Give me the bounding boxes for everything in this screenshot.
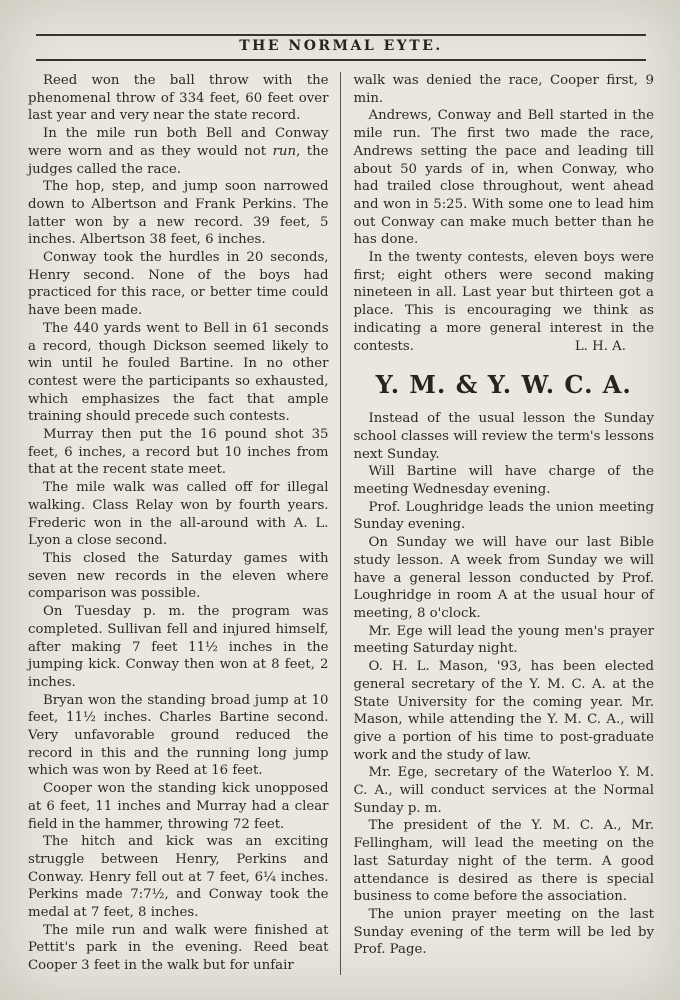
paragraph: Mr. Ege, secretary of the Waterloo Y. M. C. A., will conduct services at the Normal Sunday p. m. [353,765,654,816]
paragraph: Murray then put the 16 pound shot 35 feet, 6 inches, a record but 10 inches from that at the recent state meet. [28,427,329,478]
paragraph [28,125,329,178]
paragraph: The hop, step, and jump soon narrowed down to Albertson and Frank Perkins. The latter won by a new record. 39 feet, 5 inches. Albertson 38 feet, 6 inches. [28,179,329,248]
masthead-title: THE NORMAL EYTE. [239,38,443,54]
paragraph: O. H. L. Mason, '93, has been elected general secretary of the Y. M. C. A. at the State University for the coming year. Mr. Mason, while attending the Y. M. C. A., will give a portion of his time to post-graduate work and the study of law. [353,659,654,763]
section-heading: Y. M. & Y. W. C. A. [375,370,632,400]
paragraph: Conway took the hurdles in 20 seconds, Henry second. None of the boys had practiced for this race, or better time could have been made. [28,250,329,319]
paragraph: Reed won the ball throw with the phenomenal throw of 334 feet, 60 feet over last year and very near the state record. [28,73,329,124]
paragraph: Will Bartine will have charge of the meeting Wednesday evening. [353,464,654,498]
paragraph: The union prayer meeting on the last Sunday evening of the term will be led by Prof. Page. [353,906,654,958]
paragraph [353,249,654,355]
right-column [340,72,654,975]
masthead [36,34,646,61]
paragraph: On Sunday we will have our last Bible study lesson. A week from Sunday we will have a general lesson conducted by Prof. Loughridge in room A at the usual hour of meeting, 8 o'clock. [353,535,654,621]
paragraph: This closed the Saturday games with seven new records in the eleven where comparison was possible. [28,550,329,602]
paragraph-text: , the judges called the race. [28,143,329,177]
paragraph: The hitch and kick was an exciting struggle between Henry, Perkins and Conway. Henry fell out at 7 feet, 6¼ inches. Perkins made 7:7½, and Conway took the medal at 7 feet, 8 inches. [28,834,329,921]
paragraph: Bryan won the standing broad jump at 10 feet, 11½ inches. Charles Bartine second. Very unfavorable ground reduced the record in this and the running long jump which was won by Reed at 16 feet. [28,692,329,779]
article-body [28,72,654,975]
paragraph: The president of the Y. M. C. A., Mr. Fellingham, will lead the meeting on the last Saturday night of the term. A good attendance is desired as there is special business to come before the association. [353,818,654,905]
italic-word: run [272,143,297,159]
paragraph-text: In the twenty contests, eleven boys were first; eight others were second making nineteen in all. Last year but thirteen got a place. This is encouraging we think as indicating a more general interest in the contests. [353,250,654,354]
paragraph: Cooper won the standing kick unopposed at 6 feet, 11 inches and Murray had a clear field in the hammer, throwing 72 feet. [28,781,329,832]
paragraph-text: In the mile run both Bell and Conway were worn and as they would not [28,126,329,159]
paragraph-continuation: walk was denied the race, Cooper first, 9 min. [353,73,654,106]
paragraph: Andrews, Conway and Bell started in the mile run. The first two made the race, Andrews setting the pace and leading till about 50 yards of in, when Conway, who had trailed close throughout, went ahead and won in 5:25. With some one to lead him out Conway can make much better than he has done. [353,108,654,248]
paragraph: On Tuesday p. m. the program was completed. Sullivan fell and injured himself, after making 7 feet 11½ inches in the jumping kick. Conway then won at 8 feet, 2 inches. [28,604,329,690]
paragraph: Mr. Ege will lead the young men's prayer meeting Saturday night. [353,623,654,657]
author-initials: L. H. A. [574,338,626,354]
left-column [28,72,340,975]
paragraph: The mile run and walk were finished at Pettit's park in the evening. Reed beat Cooper 3 feet in the walk but for unfair [28,922,329,974]
paragraph: The mile walk was called off for illegal walking. Class Relay won by fourth years. Frederic won in the all-around with A. L. Lyon a close second. [28,480,329,549]
paragraph: Prof. Loughridge leads the union meeting Sunday evening. [353,499,654,533]
paragraph: The 440 yards went to Bell in 61 seconds a record, though Dickson seemed likely to win until he fouled Bartine. In no other contest were the participants so exhausted, which emphasizes the fact that ample training should precede such contests. [28,320,329,425]
paragraph: Instead of the usual lesson the Sunday school classes will review the term's lessons next Sunday. [353,411,654,462]
